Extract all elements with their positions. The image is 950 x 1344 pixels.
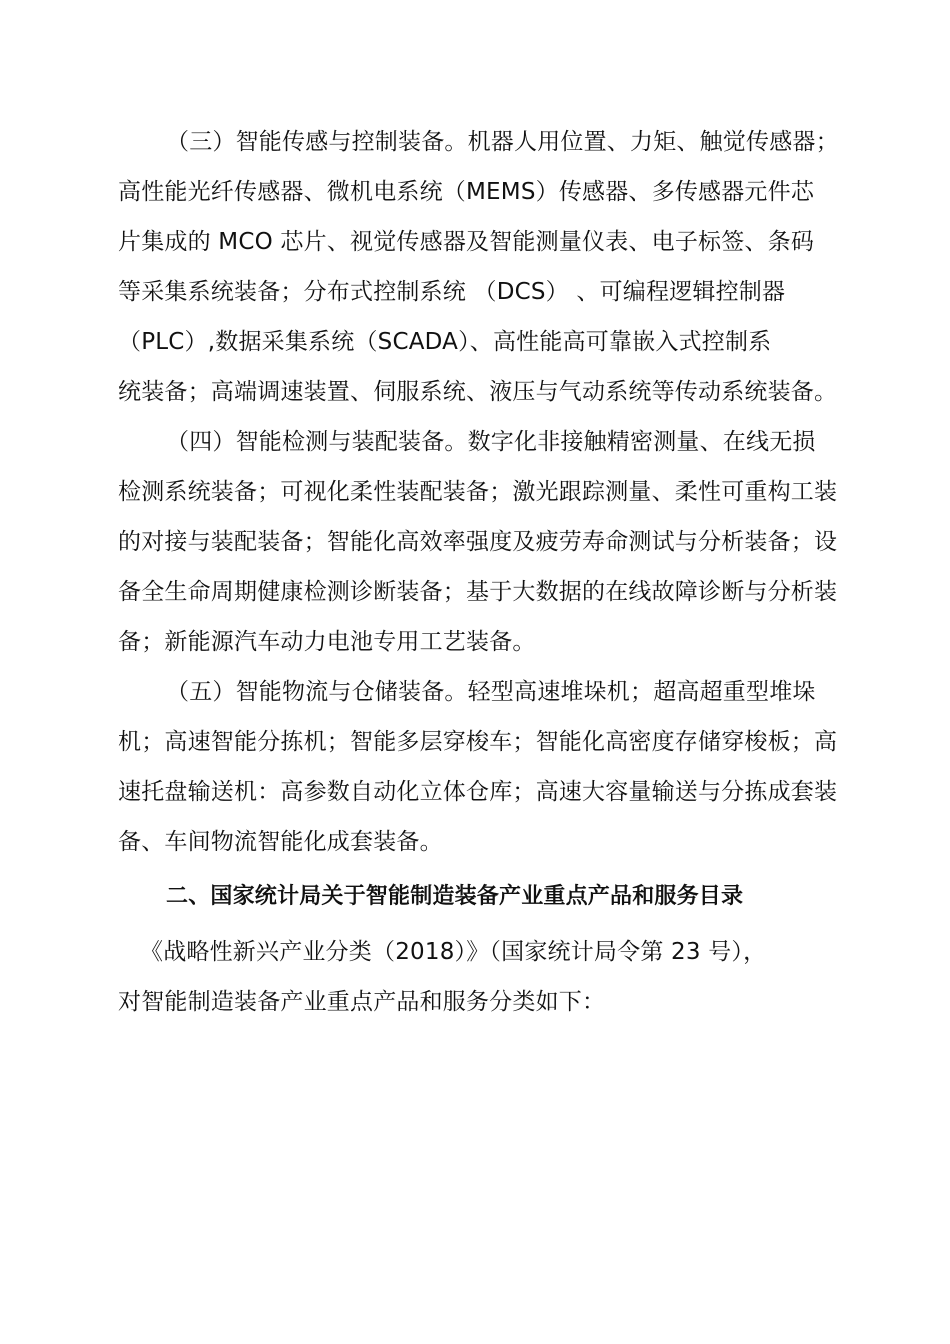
paragraph-5-line-2: 机；高速智能分拣机；智能多层穿梭车；智能化高密度存储穿梭板；高 <box>118 729 838 755</box>
paragraph-3-line-2: 高性能光纤传感器、微机电系统（MEMS）传感器、多传感器元件芯 <box>118 179 815 205</box>
closing-line-1: 《战略性新兴产业分类（2018）》（国家统计局令第 23 号）， <box>140 939 767 965</box>
paragraph-3-line-3: 片集成的 MCO 芯片、视觉传感器及智能测量仪表、电子标签、条码 <box>118 229 815 255</box>
paragraph-3-line-1: （三）智能传感与控制装备。机器人用位置、力矩、触觉传感器； <box>166 129 839 155</box>
paragraph-5-line-1: （五）智能物流与仓储装备。轻型高速堆垛机；超高超重型堆垛 <box>166 679 816 705</box>
paragraph-3-line-4: 等采集系统装备；分布式控制系统 （DCS） 、可编程逻辑控制器 <box>118 279 786 305</box>
paragraph-4-line-5: 备；新能源汽车动力电池专用工艺装备。 <box>118 629 536 655</box>
closing-line-2: 对智能制造装备产业重点产品和服务分类如下： <box>118 989 606 1015</box>
paragraph-5-line-3: 速托盘输送机：高参数自动化立体仓库；高速大容量输送与分拣成套装 <box>118 779 838 805</box>
section-heading: 二、国家统计局关于智能制造装备产业重点产品和服务目录 <box>166 884 744 909</box>
paragraph-4-line-2: 检测系统装备；可视化柔性装配装备；激光跟踪测量、柔性可重构工装 <box>118 479 838 505</box>
paragraph-3-line-5: （PLC）,数据采集系统（SCADA）、高性能高可靠嵌入式控制系 <box>118 329 772 355</box>
paragraph-3-line-6: 统装备；高端调速装置、伺服系统、液压与气动系统等传动系统装备。 <box>118 379 838 405</box>
paragraph-4-line-4: 备全生命周期健康检测诊断装备；基于大数据的在线故障诊断与分析装 <box>118 579 838 605</box>
paragraph-4-line-1: （四）智能检测与装配装备。数字化非接触精密测量、在线无损 <box>166 429 816 455</box>
paragraph-4-line-3: 的对接与装配装备；智能化高效率强度及疲劳寿命测试与分析装备；设 <box>118 529 838 555</box>
paragraph-5-line-4: 备、车间物流智能化成套装备。 <box>118 829 443 855</box>
